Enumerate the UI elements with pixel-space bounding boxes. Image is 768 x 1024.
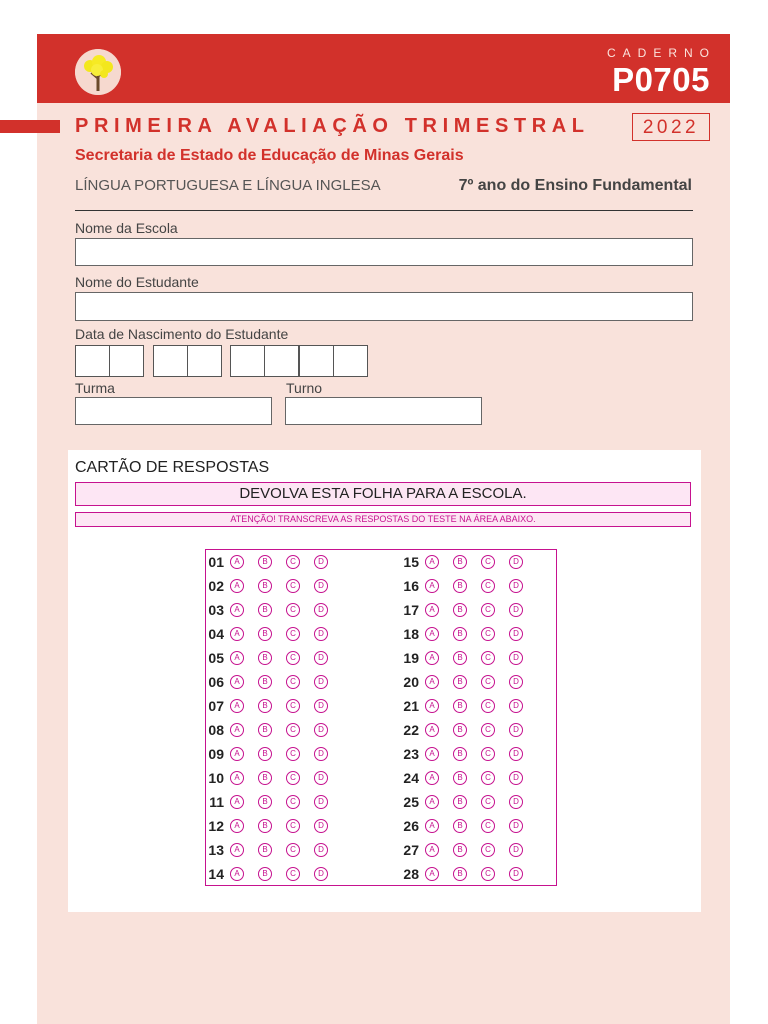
- birth-year-digit-1[interactable]: [230, 345, 265, 377]
- return-notice: DEVOLVA ESTA FOLHA PARA A ESCOLA.: [75, 482, 691, 506]
- birth-month-digit-2[interactable]: [187, 345, 222, 377]
- answer-bubble-b[interactable]: B: [453, 627, 467, 641]
- answer-bubble-a[interactable]: A: [230, 795, 244, 809]
- question-number: 26: [403, 818, 419, 834]
- answer-bubble-c[interactable]: C: [286, 795, 300, 809]
- question-number: 05: [208, 650, 224, 666]
- shift-field[interactable]: [285, 397, 482, 425]
- answer-row: [396, 792, 537, 812]
- birth-month-digit-1[interactable]: [153, 345, 188, 377]
- answer-bubble-c[interactable]: C: [481, 723, 495, 737]
- question-number: 25: [403, 794, 419, 810]
- answer-bubble-b[interactable]: B: [258, 651, 272, 665]
- answer-bubble-d[interactable]: D: [509, 747, 523, 761]
- answer-bubble-c[interactable]: C: [481, 555, 495, 569]
- answer-bubble-a[interactable]: A: [230, 723, 244, 737]
- answer-bubble-a[interactable]: A: [230, 819, 244, 833]
- answer-bubble-c[interactable]: C: [481, 699, 495, 713]
- answer-bubble-d[interactable]: D: [314, 819, 328, 833]
- answer-bubble-c[interactable]: C: [286, 651, 300, 665]
- answer-bubble-d[interactable]: D: [314, 627, 328, 641]
- answer-bubble-a[interactable]: A: [425, 603, 439, 617]
- answer-bubble-d[interactable]: D: [509, 795, 523, 809]
- answer-bubble-d[interactable]: D: [314, 723, 328, 737]
- answer-bubble-c[interactable]: C: [481, 579, 495, 593]
- answer-bubble-b[interactable]: B: [258, 675, 272, 689]
- question-number: 23: [403, 746, 419, 762]
- question-number: 07: [208, 698, 224, 714]
- question-number: 04: [208, 626, 224, 642]
- answer-row: [396, 864, 537, 884]
- answer-bubble-d[interactable]: D: [314, 795, 328, 809]
- answer-bubble-a[interactable]: A: [425, 867, 439, 881]
- answer-bubble-d[interactable]: D: [314, 699, 328, 713]
- answer-bubble-a[interactable]: A: [425, 747, 439, 761]
- answer-row: [396, 816, 537, 836]
- answer-bubble-d[interactable]: D: [314, 867, 328, 881]
- shift-label: Turno: [286, 380, 323, 396]
- answer-bubble-c[interactable]: C: [481, 795, 495, 809]
- answer-bubble-d[interactable]: D: [314, 771, 328, 785]
- birth-day-digit-1[interactable]: [75, 345, 110, 377]
- question-number: 20: [403, 674, 419, 690]
- answer-bubble-d[interactable]: D: [314, 843, 328, 857]
- answer-bubble-b[interactable]: B: [258, 723, 272, 737]
- answer-bubble-b[interactable]: B: [258, 699, 272, 713]
- answer-bubble-a[interactable]: A: [425, 843, 439, 857]
- question-number: 27: [403, 842, 419, 858]
- answer-bubble-d[interactable]: D: [314, 603, 328, 617]
- question-number: 03: [208, 602, 224, 618]
- answer-bubble-b[interactable]: B: [453, 843, 467, 857]
- class-label: Turma: [75, 380, 115, 396]
- answer-bubble-c[interactable]: C: [286, 867, 300, 881]
- answer-row: [201, 648, 342, 668]
- answer-bubble-b[interactable]: B: [453, 771, 467, 785]
- tree-logo-icon: [75, 49, 121, 95]
- question-number: 21: [403, 698, 419, 714]
- answer-bubble-d[interactable]: D: [509, 699, 523, 713]
- answer-bubble-c[interactable]: C: [481, 843, 495, 857]
- answer-bubble-a[interactable]: A: [425, 579, 439, 593]
- answer-bubble-c[interactable]: C: [481, 627, 495, 641]
- answer-bubble-b[interactable]: B: [453, 747, 467, 761]
- answer-row: [201, 672, 342, 692]
- answer-bubble-d[interactable]: D: [509, 771, 523, 785]
- answer-row: [201, 768, 342, 788]
- answer-row: [201, 624, 342, 644]
- answer-bubble-b[interactable]: B: [453, 699, 467, 713]
- answer-bubble-d[interactable]: D: [509, 555, 523, 569]
- subject-label: LÍNGUA PORTUGUESA E LÍNGUA INGLESA: [75, 177, 381, 194]
- question-number: 18: [403, 626, 419, 642]
- answer-bubble-b[interactable]: B: [258, 555, 272, 569]
- student-name-field[interactable]: [75, 292, 693, 321]
- answer-bubble-d[interactable]: D: [509, 603, 523, 617]
- caderno-code: P0705: [612, 61, 710, 98]
- answer-bubble-a[interactable]: A: [425, 795, 439, 809]
- answer-bubble-d[interactable]: D: [314, 555, 328, 569]
- answer-bubble-d[interactable]: D: [509, 627, 523, 641]
- answer-bubble-a[interactable]: A: [425, 651, 439, 665]
- answer-bubble-c[interactable]: C: [286, 723, 300, 737]
- answer-row: [201, 552, 342, 572]
- answer-bubble-d[interactable]: D: [509, 675, 523, 689]
- answer-row: [396, 696, 537, 716]
- answer-row: [201, 792, 342, 812]
- answer-row: [201, 840, 342, 860]
- answer-bubble-a[interactable]: A: [230, 579, 244, 593]
- birth-year-digit-2[interactable]: [264, 345, 299, 377]
- question-number: 19: [403, 650, 419, 666]
- answer-bubble-a[interactable]: A: [425, 675, 439, 689]
- birth-year-digit-4[interactable]: [333, 345, 368, 377]
- answer-bubble-d[interactable]: D: [509, 867, 523, 881]
- question-number: 13: [208, 842, 224, 858]
- answer-bubble-b[interactable]: B: [258, 867, 272, 881]
- question-number: 01: [208, 554, 224, 570]
- question-number: 16: [403, 578, 419, 594]
- answer-bubble-b[interactable]: B: [453, 867, 467, 881]
- answer-bubble-c[interactable]: C: [286, 627, 300, 641]
- question-number: 09: [208, 746, 224, 762]
- answer-bubble-b[interactable]: B: [453, 555, 467, 569]
- answer-bubble-c[interactable]: C: [286, 819, 300, 833]
- answer-bubble-b[interactable]: B: [258, 579, 272, 593]
- question-number: 12: [208, 818, 224, 834]
- question-number: 10: [208, 770, 224, 786]
- answer-bubble-b[interactable]: B: [453, 603, 467, 617]
- answer-bubble-b[interactable]: B: [258, 603, 272, 617]
- question-number: 02: [208, 578, 224, 594]
- answer-bubble-a[interactable]: A: [425, 771, 439, 785]
- answer-bubble-d[interactable]: D: [314, 579, 328, 593]
- birth-year-digit-3[interactable]: [299, 345, 334, 377]
- answer-bubble-a[interactable]: A: [425, 627, 439, 641]
- question-number: 17: [403, 602, 419, 618]
- side-tab-marker: [0, 120, 60, 133]
- answer-row: [396, 576, 537, 596]
- answer-bubble-b[interactable]: B: [453, 675, 467, 689]
- answer-bubble-a[interactable]: A: [230, 771, 244, 785]
- answer-bubble-c[interactable]: C: [481, 651, 495, 665]
- answer-bubble-a[interactable]: A: [230, 675, 244, 689]
- answer-bubble-a[interactable]: A: [425, 723, 439, 737]
- answer-bubble-b[interactable]: B: [453, 579, 467, 593]
- question-number: 15: [403, 554, 419, 570]
- birth-day-digit-2[interactable]: [109, 345, 144, 377]
- answer-bubble-a[interactable]: A: [230, 603, 244, 617]
- answer-bubble-c[interactable]: C: [481, 603, 495, 617]
- secretariat-title: Secretaria de Estado de Educação de Minas Gerais: [75, 147, 464, 164]
- answer-row: [396, 744, 537, 764]
- answer-bubble-a[interactable]: A: [230, 555, 244, 569]
- caderno-label: CADERNO: [606, 46, 716, 60]
- year-badge: 2022: [632, 113, 710, 141]
- answer-bubble-a[interactable]: A: [230, 867, 244, 881]
- question-number: 11: [209, 794, 224, 810]
- answer-row: [201, 696, 342, 716]
- school-name-label: Nome da Escola: [75, 220, 178, 236]
- answer-card-title: CARTÃO DE RESPOSTAS: [75, 459, 270, 476]
- answer-row: [396, 720, 537, 740]
- answer-bubble-b[interactable]: B: [453, 795, 467, 809]
- answer-bubble-d[interactable]: D: [509, 651, 523, 665]
- answer-row: [201, 864, 342, 884]
- answer-bubble-b[interactable]: B: [453, 723, 467, 737]
- evaluation-title: PRIMEIRA AVALIAÇÃO TRIMESTRAL: [75, 115, 590, 137]
- answer-bubble-b[interactable]: B: [258, 747, 272, 761]
- answer-bubble-a[interactable]: A: [230, 651, 244, 665]
- answer-bubble-b[interactable]: B: [258, 771, 272, 785]
- birth-date-label: Data de Nascimento do Estudante: [75, 326, 289, 342]
- class-field[interactable]: [75, 397, 272, 425]
- question-number: 24: [403, 770, 419, 786]
- answer-bubble-a[interactable]: A: [425, 555, 439, 569]
- grade-label: 7º ano do Ensino Fundamental: [458, 177, 692, 194]
- answer-bubble-d[interactable]: D: [509, 843, 523, 857]
- answer-bubble-c[interactable]: C: [481, 675, 495, 689]
- answer-bubble-c[interactable]: C: [286, 603, 300, 617]
- answer-bubble-c[interactable]: C: [481, 771, 495, 785]
- answer-bubble-c[interactable]: C: [286, 579, 300, 593]
- answer-row: [396, 600, 537, 620]
- question-number: 06: [208, 674, 224, 690]
- answer-bubble-b[interactable]: B: [258, 627, 272, 641]
- answer-row: [396, 648, 537, 668]
- answer-bubble-d[interactable]: D: [314, 747, 328, 761]
- answer-bubble-b[interactable]: B: [453, 819, 467, 833]
- answer-bubble-a[interactable]: A: [230, 699, 244, 713]
- divider: [75, 210, 693, 211]
- answer-bubble-a[interactable]: A: [230, 747, 244, 761]
- answer-bubble-a[interactable]: A: [230, 843, 244, 857]
- answer-row: [201, 816, 342, 836]
- answer-bubble-c[interactable]: C: [286, 699, 300, 713]
- answer-row: [396, 768, 537, 788]
- answer-bubble-c[interactable]: C: [481, 819, 495, 833]
- answer-bubble-c[interactable]: C: [286, 747, 300, 761]
- answer-row: [201, 576, 342, 596]
- answer-bubble-d[interactable]: D: [509, 819, 523, 833]
- answer-bubble-b[interactable]: B: [453, 651, 467, 665]
- answer-bubble-d[interactable]: D: [509, 723, 523, 737]
- answer-row: [396, 552, 537, 572]
- question-number: 14: [208, 866, 224, 882]
- answer-bubble-c[interactable]: C: [481, 867, 495, 881]
- question-number: 22: [403, 722, 419, 738]
- school-name-field[interactable]: [75, 238, 693, 266]
- answer-bubble-a[interactable]: A: [230, 627, 244, 641]
- answer-bubble-c[interactable]: C: [286, 843, 300, 857]
- answer-bubble-c[interactable]: C: [286, 771, 300, 785]
- answer-row: [201, 600, 342, 620]
- answer-row: [396, 840, 537, 860]
- student-name-label: Nome do Estudante: [75, 274, 199, 290]
- answer-row: [201, 744, 342, 764]
- attention-notice: ATENÇÃO! TRANSCREVA AS RESPOSTAS DO TESTE NA ÁREA ABAIXO.: [75, 512, 691, 527]
- answer-bubble-a[interactable]: A: [425, 699, 439, 713]
- answer-row: [396, 624, 537, 644]
- answer-bubble-d[interactable]: D: [509, 579, 523, 593]
- answer-bubble-d[interactable]: D: [314, 675, 328, 689]
- answer-row: [201, 720, 342, 740]
- answer-bubble-b[interactable]: B: [258, 819, 272, 833]
- answer-bubble-b[interactable]: B: [258, 843, 272, 857]
- answer-bubble-b[interactable]: B: [258, 795, 272, 809]
- answer-bubble-c[interactable]: C: [286, 555, 300, 569]
- answer-bubble-d[interactable]: D: [314, 651, 328, 665]
- question-number: 28: [403, 866, 419, 882]
- answer-row: [396, 672, 537, 692]
- answer-bubble-c[interactable]: C: [286, 675, 300, 689]
- answer-bubble-c[interactable]: C: [481, 747, 495, 761]
- answer-bubble-a[interactable]: A: [425, 819, 439, 833]
- question-number: 08: [208, 722, 224, 738]
